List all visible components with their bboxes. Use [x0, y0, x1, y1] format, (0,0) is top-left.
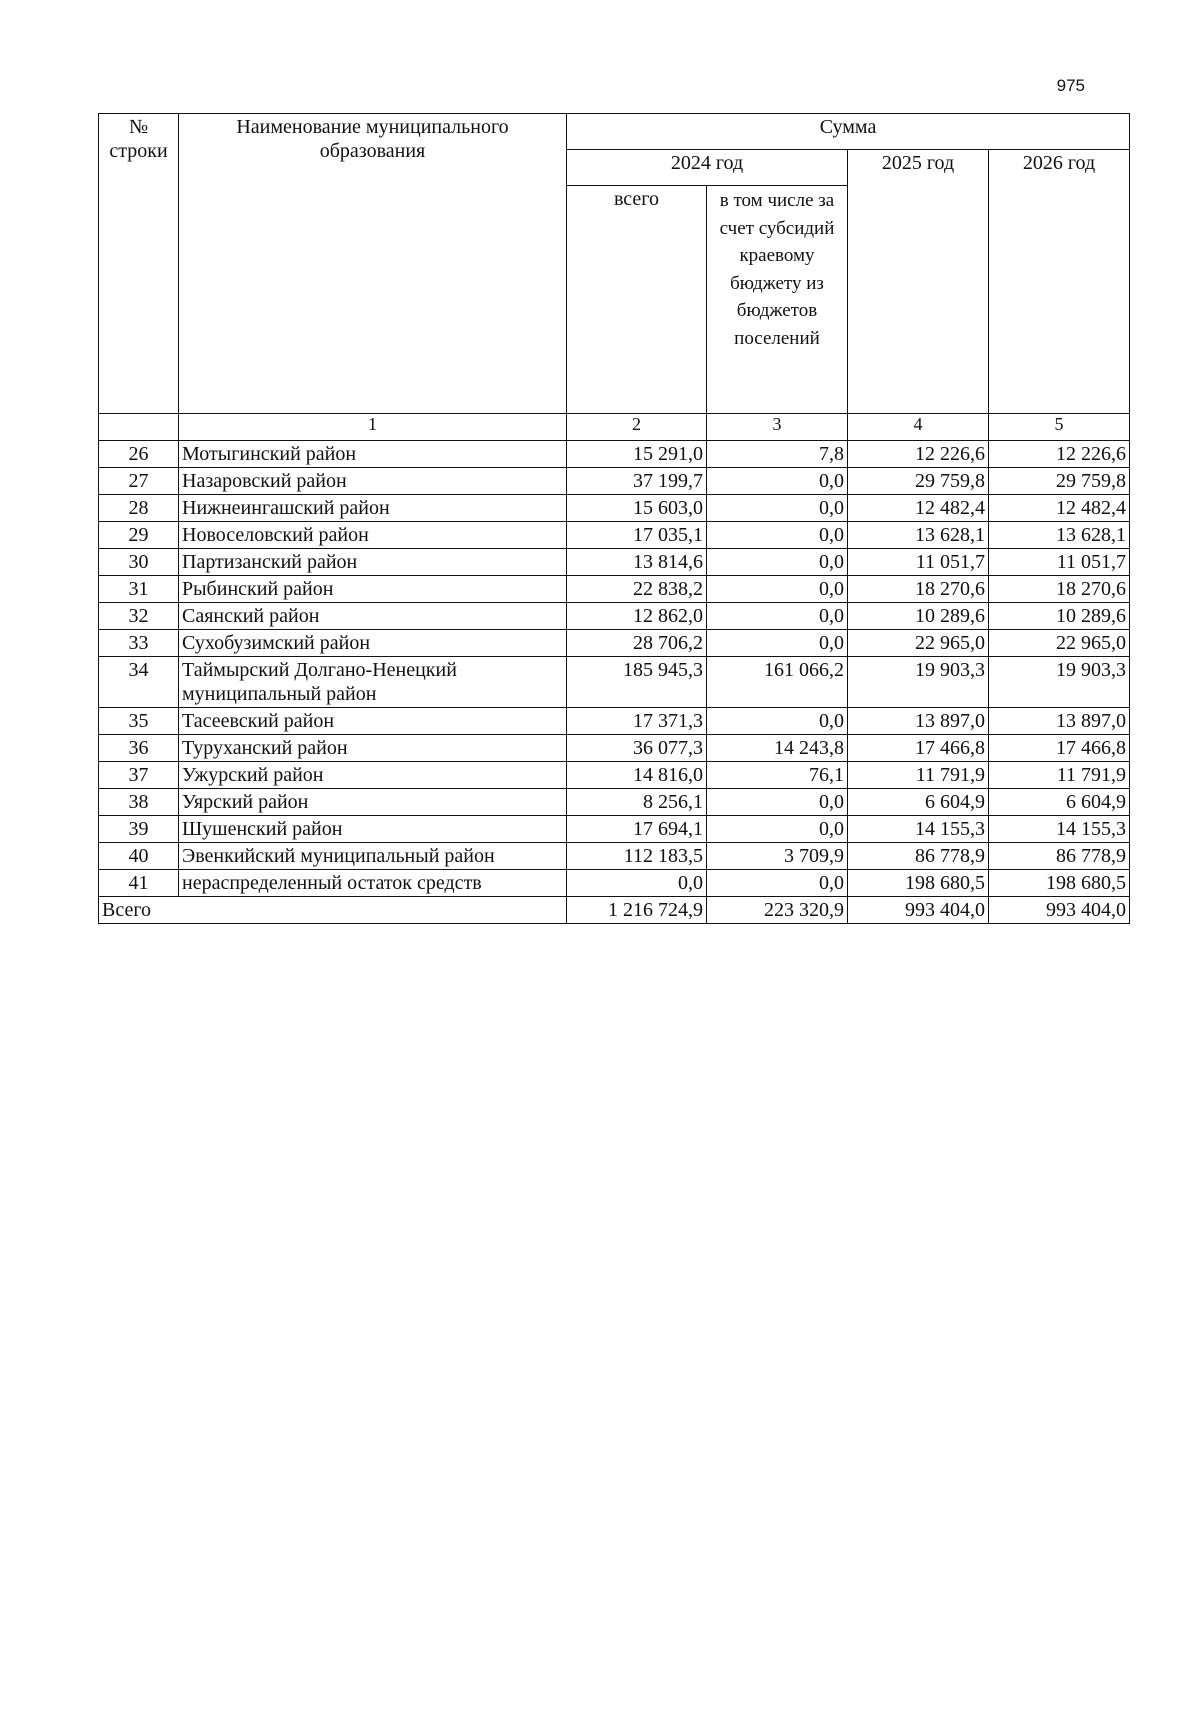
row-number: 27	[99, 468, 179, 495]
amount-2026: 13 628,1	[989, 522, 1130, 549]
header-row-no: № строки	[99, 114, 179, 414]
total-2024: 22 838,2	[567, 576, 707, 603]
header-subsidies: в том числе за счет субсидий краевому бюджету из бюджетов поселений	[707, 186, 848, 414]
header-sum: Сумма	[567, 114, 1130, 150]
row-number: 33	[99, 630, 179, 657]
municipality-name: Партизанский район	[179, 549, 567, 576]
amount-2026: 18 270,6	[989, 576, 1130, 603]
subsidy-2024: 0,0	[707, 468, 848, 495]
total-2024: 36 077,3	[567, 735, 707, 762]
municipality-name: Саянский район	[179, 603, 567, 630]
totals-2025: 993 404,0	[848, 897, 989, 924]
row-number: 34	[99, 657, 179, 708]
table-row	[99, 441, 1130, 468]
municipality-name: Ужурский район	[179, 762, 567, 789]
amount-2025: 198 680,5	[848, 870, 989, 897]
subsidy-2024: 161 066,2	[707, 657, 848, 708]
row-number: 32	[99, 603, 179, 630]
row-number: 40	[99, 843, 179, 870]
municipality-name: Эвенкийский муниципальный район	[179, 843, 567, 870]
page-number: 975	[1056, 76, 1085, 95]
table-row	[99, 522, 1130, 549]
total-2024: 112 183,5	[567, 843, 707, 870]
amount-2025: 12 482,4	[848, 495, 989, 522]
row-number: 28	[99, 495, 179, 522]
row-number: 37	[99, 762, 179, 789]
subsidy-2024: 14 243,8	[707, 735, 848, 762]
table-row	[99, 870, 1130, 897]
amount-2026: 10 289,6	[989, 603, 1130, 630]
total-2024: 8 256,1	[567, 789, 707, 816]
column-number: 2	[567, 414, 707, 441]
row-number: 36	[99, 735, 179, 762]
column-number: 3	[707, 414, 848, 441]
amount-2025: 29 759,8	[848, 468, 989, 495]
amount-2025: 11 051,7	[848, 549, 989, 576]
amount-2026: 86 778,9	[989, 843, 1130, 870]
table-row	[99, 762, 1130, 789]
total-2024: 0,0	[567, 870, 707, 897]
total-2024: 15 603,0	[567, 495, 707, 522]
subsidy-2024: 76,1	[707, 762, 848, 789]
total-2024: 17 035,1	[567, 522, 707, 549]
row-number: 31	[99, 576, 179, 603]
row-number: 29	[99, 522, 179, 549]
totals-2026: 993 404,0	[989, 897, 1130, 924]
amount-2026: 17 466,8	[989, 735, 1130, 762]
table-row	[99, 603, 1130, 630]
table-row	[99, 735, 1130, 762]
amount-2025: 13 628,1	[848, 522, 989, 549]
municipality-name: Назаровский район	[179, 468, 567, 495]
column-number-blank	[99, 414, 179, 441]
municipality-name: Новоселовский район	[179, 522, 567, 549]
header-year-2025: 2025 год	[848, 150, 989, 414]
column-number: 1	[179, 414, 567, 441]
amount-2026: 11 051,7	[989, 549, 1130, 576]
row-number: 26	[99, 441, 179, 468]
amount-2026: 22 965,0	[989, 630, 1130, 657]
subsidy-2024: 0,0	[707, 603, 848, 630]
table-row	[99, 816, 1130, 843]
total-2024: 13 814,6	[567, 549, 707, 576]
municipality-name: нераспределенный остаток средств	[179, 870, 567, 897]
municipality-name: Мотыгинский район	[179, 441, 567, 468]
table-row	[99, 468, 1130, 495]
row-number: 35	[99, 708, 179, 735]
amount-2025: 86 778,9	[848, 843, 989, 870]
budget-table	[98, 113, 1130, 924]
amount-2026: 13 897,0	[989, 708, 1130, 735]
subsidy-2024: 0,0	[707, 495, 848, 522]
amount-2025: 6 604,9	[848, 789, 989, 816]
subsidy-2024: 0,0	[707, 789, 848, 816]
amount-2026: 198 680,5	[989, 870, 1130, 897]
totals-subsidy-2024: 223 320,9	[707, 897, 848, 924]
subsidy-2024: 0,0	[707, 630, 848, 657]
table-row	[99, 630, 1130, 657]
header-name: Наименование муниципального образования	[179, 114, 567, 414]
amount-2025: 10 289,6	[848, 603, 989, 630]
total-2024: 15 291,0	[567, 441, 707, 468]
amount-2026: 19 903,3	[989, 657, 1130, 708]
total-2024: 17 694,1	[567, 816, 707, 843]
column-number: 5	[989, 414, 1130, 441]
amount-2025: 14 155,3	[848, 816, 989, 843]
total-2024: 17 371,3	[567, 708, 707, 735]
subsidy-2024: 0,0	[707, 708, 848, 735]
table-row	[99, 843, 1130, 870]
subsidy-2024: 7,8	[707, 441, 848, 468]
table-row	[99, 495, 1130, 522]
subsidy-2024: 0,0	[707, 522, 848, 549]
amount-2026: 6 604,9	[989, 789, 1130, 816]
header-year-2024: 2024 год	[567, 150, 848, 186]
table-body	[99, 441, 1130, 924]
table-row	[99, 549, 1130, 576]
amount-2025: 13 897,0	[848, 708, 989, 735]
amount-2025: 17 466,8	[848, 735, 989, 762]
amount-2025: 11 791,9	[848, 762, 989, 789]
row-number: 30	[99, 549, 179, 576]
amount-2026: 12 226,6	[989, 441, 1130, 468]
header-year-2026: 2026 год	[989, 150, 1130, 414]
row-number: 39	[99, 816, 179, 843]
amount-2025: 12 226,6	[848, 441, 989, 468]
total-2024: 14 816,0	[567, 762, 707, 789]
municipality-name: Таймырский Долгано-Ненецкий муниципальный район	[179, 657, 567, 708]
amount-2026: 12 482,4	[989, 495, 1130, 522]
table-row	[99, 789, 1130, 816]
totals-total-2024: 1 216 724,9	[567, 897, 707, 924]
amount-2025: 18 270,6	[848, 576, 989, 603]
municipality-name: Рыбинский район	[179, 576, 567, 603]
table-row	[99, 576, 1130, 603]
amount-2025: 19 903,3	[848, 657, 989, 708]
row-number: 41	[99, 870, 179, 897]
total-2024: 28 706,2	[567, 630, 707, 657]
subsidy-2024: 0,0	[707, 549, 848, 576]
total-2024: 12 862,0	[567, 603, 707, 630]
municipality-name: Туруханский район	[179, 735, 567, 762]
municipality-name: Тасеевский район	[179, 708, 567, 735]
total-2024: 37 199,7	[567, 468, 707, 495]
table-row	[99, 708, 1130, 735]
table-row	[99, 657, 1130, 708]
municipality-name: Сухобузимский район	[179, 630, 567, 657]
subsidy-2024: 0,0	[707, 870, 848, 897]
column-number: 4	[848, 414, 989, 441]
row-number: 38	[99, 789, 179, 816]
municipality-name: Шушенский район	[179, 816, 567, 843]
subsidy-2024: 0,0	[707, 816, 848, 843]
totals-row	[99, 897, 1130, 924]
header-total: всего	[567, 186, 707, 414]
amount-2026: 11 791,9	[989, 762, 1130, 789]
subsidy-2024: 0,0	[707, 576, 848, 603]
municipality-name: Уярский район	[179, 789, 567, 816]
municipality-name: Нижнеингашский район	[179, 495, 567, 522]
amount-2026: 14 155,3	[989, 816, 1130, 843]
amount-2026: 29 759,8	[989, 468, 1130, 495]
totals-label: Всего	[99, 897, 567, 924]
total-2024: 185 945,3	[567, 657, 707, 708]
subsidy-2024: 3 709,9	[707, 843, 848, 870]
amount-2025: 22 965,0	[848, 630, 989, 657]
